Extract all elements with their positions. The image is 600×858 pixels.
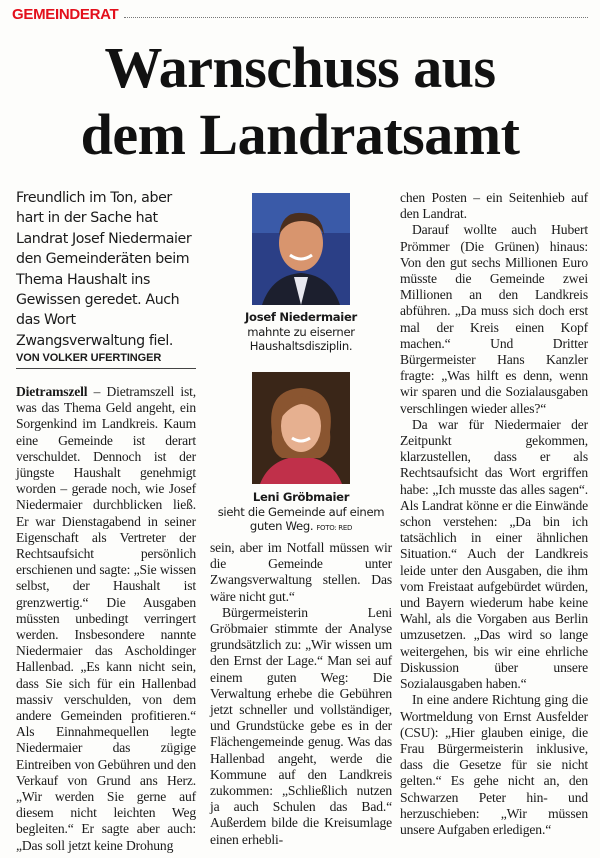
photo-caption [210, 490, 392, 536]
headline [0, 34, 600, 168]
caption-text: sieht die Gemeinde auf einem guten Weg. [217, 504, 385, 533]
caption-text: mahnte zu eiserner Haushaltsdisziplin. [247, 324, 355, 353]
byline: VON VOLKER UFERTINGER [16, 352, 196, 369]
headline-line: dem Landratsamt [80, 102, 520, 167]
dateline: Dietramszell [16, 384, 88, 399]
photo-leni-groebmaier [252, 372, 350, 484]
portrait-woman-image [252, 372, 350, 484]
photo-credit: FOTO: RED [316, 524, 353, 532]
caption-name: Leni Gröbmaier [252, 490, 350, 504]
caption-name: Josef Niedermaier [245, 310, 357, 324]
headline-line: Warnschuss aus [104, 35, 496, 100]
section-label: GEMEINDERAT [12, 6, 119, 23]
body-paragraph: Da war für Niedermaier der Zeitpunkt gekommen, klarzustellen, dass er als Rechtsaufsicht das Wort ergriffen habe: „Ich musste das alles sagen“. Als Landrat könne er die Einwände schon verstehen: „Da bin ich tatsächlich in einer ähnlichen Situation.“ Auch der Landkreis leide unter den Ausgaben, die ihm vom Freistaat aufgebürdet würden, und Bayern wiederum habe keine Wahl, als die Vorgaben aus Berlin umzusetzen. „Das wird so lange weitergehen, bis wir eine ehrliche Diskussion über unsere Sozialausgaben haben.“ [400, 416, 588, 692]
body-text: – Dietramszell ist, was das Thema Geld angeht, ein Sorgenkind im Landkreis. Kaum eine Gemeinde ist derart verschuldet. Dennoch ist der jüngste Haushalt genehmigt worden – gerade noch, wie Josef Niedermaier durchblicken ließ. Er war Dienstagabend in seiner Eigenschaft als Vertreter der Rechtsaufsicht persönlich erschienen und sagte: „Sie wissen selbst, der Haushalt ist grenzwertig.“ Die Ausgaben müssten unbedingt verringert werden. Insbesondere nannte Niedermaier das Ascholdinger Hallenbad. „Es kann nicht sein, dass Sie sich für ein Hallenbad massiv verschulden, von dem andere Gemeinden profitieren.“ Als Einnahmequellen legte Niedermaier das zügige Eintreiben von Gebühren und den Verkauf von Grund ans Herz. „Wir werden Sie gerne auf diesem nicht leichten Weg begleiten.“ Er sagte aber auch: „Das soll jetzt keine Drohung [16, 384, 197, 853]
body-paragraph: In eine andere Richtung ging die Wortmeldung von Ernst Ausfelder (CSU): „Hier glauben einige, die Frau Bürgermeisterin inklusive, dass die Gesetze für sie nicht gelten.“ Es gehe nicht an, den Schwarzen Peter hin- und herzuschieben: „Wir müssen unsere Aufgaben erledigen.“ [400, 692, 588, 837]
dotted-rule [124, 17, 588, 18]
column-1 [16, 384, 196, 854]
photo-josef-niedermaier [252, 193, 350, 305]
body-paragraph: Darauf wollte auch Hubert Prömmer (Die Grünen) hinaus: Von den gut sechs Millionen Euro müsste die Gemeinde zwei Millionen an den Landkreis abführen. „Da muss sich doch erst mal der Kreis einen Kopf machen.“ Und Dritter Bürgermeister Hans Kanzler fragte: „Was hilft es denn, wenn wir sparen und die Sozialausgaben verschlingen wieder alles?“ [400, 222, 588, 416]
body-paragraph: Bürgermeisterin Leni Gröbmaier stimmte der Analyse grundsätzlich zu: „Wir wissen um den Ernst der Lage.“ Man sei auf einem guten Weg: Die Verwaltung erhebe die Gebühren jetzt schneller und vollständiger, und Grundstücke gebe es in der Flächengemeinde genug. Was das Hallenbad angeht, werde die Kommune auf den Landkreis zukommen: „Schließlich nutzen ja auch Schulen das Bad.“ Außerdem bilde die Kreisumlage einen erhebli- [210, 604, 392, 847]
body-paragraph: chen Posten – ein Seitenhieb auf den Landrat. [400, 190, 588, 222]
portrait-man-image [252, 193, 350, 305]
lead-paragraph: Freundlich im Ton, aber hart in der Sache hat Landrat Josef Niedermaier den Gemeinderäten beim Thema Haushalt ins Gewissen geredet. Auch das Wort Zwangsverwaltung fiel. [16, 190, 192, 349]
section-rubric [12, 6, 588, 23]
body-paragraph: sein, aber im Notfall müssen wir die Gemeinde unter Zwangsverwaltung stellen. Das wäre nicht gut.“ [210, 540, 392, 604]
photo-caption [210, 310, 392, 354]
column-3 [400, 190, 588, 838]
column-2 [210, 540, 392, 848]
